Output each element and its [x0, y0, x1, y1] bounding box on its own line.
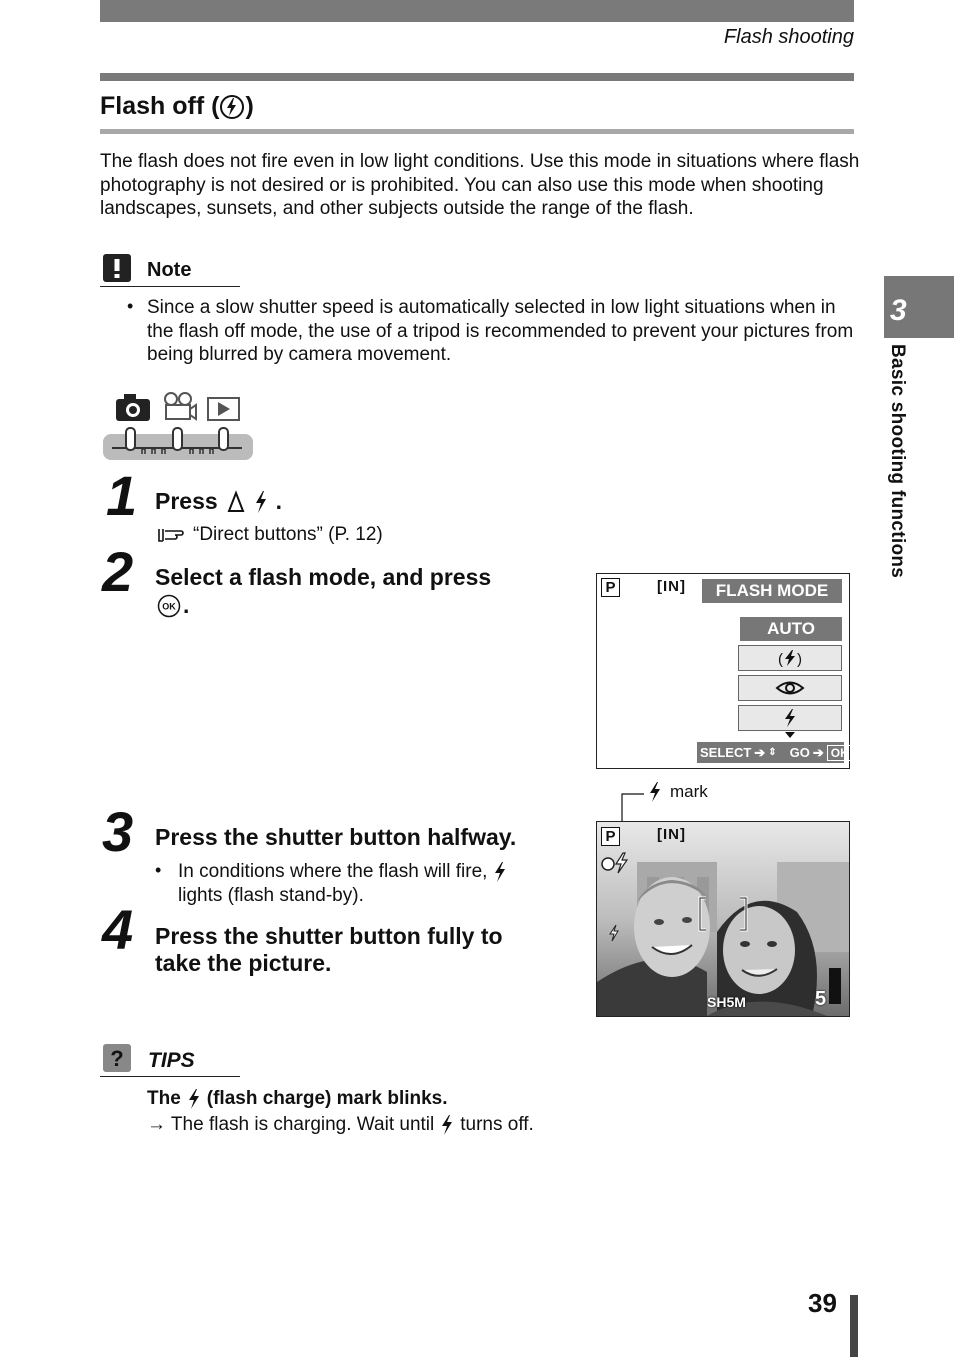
page-reference — [157, 524, 383, 546]
section-title — [100, 92, 254, 121]
step-2-number: 2 — [102, 540, 134, 603]
step-2-title: Select a flash mode, and press — [155, 564, 492, 590]
reference-hand-icon — [157, 526, 191, 544]
tips-body-suffix: turns off. — [460, 1114, 534, 1135]
up-arrow-button-icon — [226, 490, 246, 514]
section-title-prefix: Flash off ( — [100, 92, 220, 120]
footer-arrow2-icon: ➔ — [812, 744, 824, 760]
note-header — [100, 252, 240, 287]
footer-go: GO — [789, 745, 810, 760]
tips-title — [147, 1088, 448, 1110]
option-fill-flash[interactable] — [738, 705, 842, 731]
scroll-down-icon — [785, 732, 795, 739]
svg-text:OK: OK — [162, 601, 176, 611]
mode-indicator: P — [601, 578, 620, 597]
option-auto[interactable]: AUTO — [740, 617, 842, 641]
top-bar — [100, 0, 854, 22]
af-target-mark — [697, 896, 749, 932]
svg-text:?: ? — [110, 1046, 124, 1071]
step-1-title: Press . — [155, 488, 283, 514]
focus-and-flash-standby-icon — [600, 852, 632, 874]
flash-off-indicator-icon — [608, 924, 620, 942]
tips-body — [147, 1114, 534, 1136]
flash-fill-icon — [783, 708, 797, 728]
chapter-label: Basic shooting functions — [887, 344, 908, 579]
page-edge-bar — [850, 1295, 858, 1357]
note-bullet-dot: • — [127, 296, 134, 316]
image-quality — [707, 994, 746, 1010]
intro-paragraph: The flash does not fire even in low light conditions. Use this mode in situations where flash photography is not desired or is prohibited. You can also use this mode when shooting landscapes, sunsets, and other subjects outside the range of the flash. — [100, 151, 860, 219]
step-2-title-end: . — [183, 592, 190, 618]
flash-mark-icon — [648, 781, 662, 803]
step-2-title-line2 — [157, 592, 189, 619]
flash-icon — [254, 490, 268, 514]
mode-dial-illustration — [102, 390, 258, 464]
flash-charge-icon — [187, 1088, 201, 1110]
section-title-suffix: ) — [245, 92, 254, 120]
step-3-bullet-after: lights (flash stand-by). — [178, 884, 364, 906]
chapter-number: 3 — [890, 294, 907, 327]
callout-text: mark — [670, 782, 708, 801]
flash-mark-callout — [648, 781, 708, 803]
memory-indicator-2: [IN] — [657, 826, 686, 843]
flash-standby-icon — [493, 861, 507, 883]
camera-icon — [116, 394, 150, 421]
option-red-eye[interactable] — [738, 675, 842, 701]
step-1-title-text: Press — [155, 488, 218, 514]
step-4-title-line2: take the picture. — [155, 950, 332, 976]
frames-remaining: 5 — [815, 988, 827, 1010]
menu-title: FLASH MODE — [702, 579, 842, 603]
step-4-number: 4 — [102, 898, 134, 961]
memory-indicator: [IN] — [657, 578, 686, 595]
battery-bar — [829, 968, 841, 1004]
option-flash-off[interactable] — [738, 645, 842, 671]
section-rule-top — [100, 73, 854, 81]
step-4-title-line1: Press the shutter button fully to — [155, 923, 503, 949]
flash-off-option-icon — [776, 648, 804, 668]
footer-select: SELECT — [700, 745, 752, 760]
page-number: 39 — [808, 1288, 837, 1318]
note-label: Note — [147, 259, 192, 281]
flash-off-icon — [219, 94, 245, 120]
tips-label: TIPS — [148, 1049, 195, 1072]
tips-header — [100, 1042, 240, 1077]
note-text: Since a slow shutter speed is automatically selected in low light situations when in the flash off mode, the use of a tripod is recommended to prevent your pictures from being blurred by camera movement. — [147, 297, 854, 365]
svg-text:): ) — [797, 651, 802, 668]
playback-icon — [208, 398, 239, 420]
flash-charge-icon-2 — [440, 1114, 454, 1136]
eye-icon — [775, 679, 805, 697]
size-label: 5M — [726, 994, 746, 1010]
lcd-screen-flash-menu — [596, 573, 850, 769]
tips-title-suffix: (flash charge) mark blinks. — [206, 1088, 448, 1109]
exclamation-icon — [103, 254, 131, 282]
step-1-number: 1 — [106, 464, 138, 527]
up-down-icon: ⇕ — [768, 747, 777, 758]
ok-button-icon — [157, 594, 181, 618]
step-3-bullet-dot: • — [155, 860, 162, 880]
movie-icon — [165, 393, 196, 419]
step-3-number: 3 — [102, 800, 134, 863]
quality-label: SH — [707, 994, 727, 1010]
page-reference-text: “Direct buttons” (P. 12) — [193, 524, 383, 545]
footer-arrow-icon: ➔ — [754, 744, 766, 760]
tips-body-prefix: → The flash is charging. Wait until — [147, 1114, 435, 1135]
step-3-bullet — [178, 860, 558, 907]
step-3-bullet-before: In conditions where the flash will fire, — [178, 861, 488, 882]
screen-footer — [697, 742, 849, 763]
footer-ok: OK — [827, 745, 853, 761]
tips-title-prefix: The — [147, 1088, 181, 1109]
step-3-title: Press the shutter button halfway. — [155, 824, 517, 850]
section-rule-bottom — [100, 129, 854, 134]
lcd-screen-live-view — [596, 821, 850, 1017]
mode-indicator-2: P — [601, 827, 620, 846]
question-icon — [102, 1043, 132, 1073]
svg-text:(: ( — [778, 651, 783, 668]
running-head: Flash shooting — [723, 26, 854, 48]
